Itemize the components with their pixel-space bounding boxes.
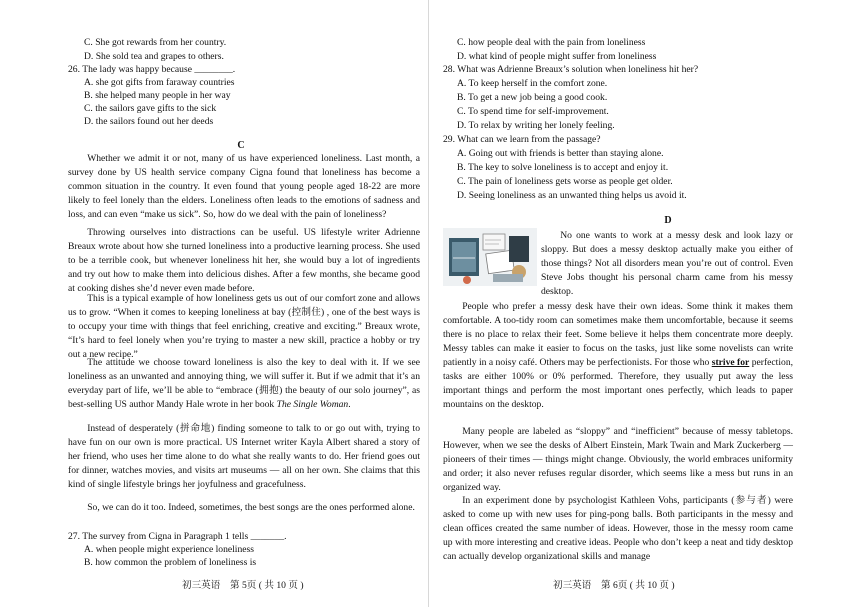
q27-stem: 27. The survey from Cigna in Paragraph 1 tells _______. xyxy=(68,531,287,542)
right-page xyxy=(443,0,793,607)
passage-d-para-2: People who prefer a messy desk have their own ideas. Some think it makes them comfortable. A too-tidy room can sometimes make them uncomfortable, because it seems there is no place to relax their feet. Some believe it helps them concentrate more deeply. Messy tables can make it easier to focus on the tasks, just like some novelists can write patiently in a noisy café. Others may be perfectionists. For those who strive for perfection, tasks are either 100% or 0% performed. Therefore, they usually put away the less important things and perform the most important ones perfectly, which leads to paper mountains on the desktop. xyxy=(443,301,794,410)
footer-page-6: 初三英语 第 6页 ( 共 10 页 ) xyxy=(553,580,675,591)
q26-stem: 26. The lady was happy because ________. xyxy=(68,64,236,75)
q28-option-d: D. To relax by writing her lonely feeling. xyxy=(457,120,615,131)
section-c-heading: C xyxy=(237,140,245,151)
footer-page-5: 初三英语 第 5页 ( 共 10 页 ) xyxy=(182,580,304,591)
passage-d-para-4: In an experiment done by psychologist Kathleen Vohs, participants (参与者) were asked to come up with new uses for ping-pong balls. Both participants in the messy and clean offices created the same number of ideas. However, those in the messy room came up with more interesting and creative ideas. People who don’t keep a neat and tidy desktop can actually develop organizational skills and manage xyxy=(443,495,793,562)
q28-option-b: B. To get a new job being a good cook. xyxy=(457,92,608,103)
page-divider xyxy=(428,0,429,607)
q26-option-a: A. she got gifts from faraway countries xyxy=(84,77,235,88)
passage-d-para-1: No one wants to work at a messy desk and look lazy or sloppy. But does a messy desktop actually make you either of those things? Not all disorders mean you’re out of control. Even Steve Jobs thought his personal charm came from his messy desktop. xyxy=(541,230,793,297)
q26-option-c: C. the sailors gave gifts to the sick xyxy=(84,103,217,114)
q27-option-b: B. how common the problem of loneliness is xyxy=(84,557,257,568)
passage-c-para-3: This is a typical example of how loneliness gets us out of our comfort zone and allows us to grow. “When it comes to keeping loneliness at bay (控制住) , one of the best ways is to occupy your time with things that feel enriching, creative and exciting.” Breaux wrote, “It’s hard to feel lonely when you’re trying to master a new skill, practice a hobby or try out a new recipe.” xyxy=(68,293,420,360)
q28-stem: 28. What was Adrienne Breaux’s solution when loneliness hit her? xyxy=(443,64,699,75)
q27-option-c: C. how people deal with the pain from loneliness xyxy=(457,37,646,48)
q28-option-c: C. To spend time for self-improvement. xyxy=(457,106,609,117)
q29-stem: 29. What can we learn from the passage? xyxy=(443,134,601,145)
q29-option-c: C. The pain of loneliness gets worse as people get older. xyxy=(457,176,673,187)
passage-c-para-4: The attitude we choose toward loneliness is also the key to deal with it. If we see loneliness as an unwanted and annoying thing, we will suffer it. But if we admit that it’s an everyday part of life, we’ll be able to “embrace (拥抱) the beauty of our solo journey”, as best-selling US author Mandy Hale wrote in her book The Single Woman. xyxy=(68,357,420,410)
q26-option-d: D. the sailors found out her deeds xyxy=(84,116,214,127)
section-d-heading: D xyxy=(664,215,672,226)
q29-option-d: D. Seeing loneliness as an unwanted thing helps us avoid it. xyxy=(457,190,687,201)
q29-option-b: B. The key to solve loneliness is to accept and enjoy it. xyxy=(457,162,669,173)
q26-option-b: B. she helped many people in her way xyxy=(84,90,231,101)
left-page xyxy=(62,0,420,607)
q25-option-d: D. She sold tea and grapes to others. xyxy=(84,51,224,62)
book-title: The Single Woman xyxy=(276,399,349,410)
passage-c-para-6: So, we can do it too. Indeed, sometimes, the best songs are the ones performed alone. xyxy=(87,502,415,513)
passage-d-para-3: Many people are labeled as “sloppy” and “inefficient” because of messy tabletops. However, when we see the desks of Albert Einstein, Mark Twain and Mark Zuckerberg — pioneers of their times — things might change. Obviously, the world embraces uniformity and order; it also never refuses regular disorder, which seems like a mess but runs in an organized way. xyxy=(443,426,793,493)
q29-option-a: A. Going out with friends is better than staying alone. xyxy=(457,148,664,159)
q27-option-a: A. when people might experience loneliness xyxy=(84,544,254,555)
passage-c-para-5: Instead of desperately (拼命地) finding someone to talk to or go out with, trying to have fun on our own is more practical. US Internet writer Kayla Albert shared a story of her friend, who uses her time alone to do what she really wants to do. Her friend goes out for dinner, watches movies, and visits art museums — all on her own. She claims that this kind of single lifestyle brings her joyfulness and gracefulness. xyxy=(68,423,420,490)
passage-c-para-1: Whether we admit it or not, many of us have experienced loneliness. Last month, a survey done by US health service company Cigna found that loneliness has become a common situation in the country. It even found that young people aged 18-22 are more likely to feel lonely than the elders. Loneliness often leads to the emotions of sadness and loss, and can even “make us sick”. So, how do we deal with the pain of loneliness? xyxy=(68,153,420,220)
q28-option-a: A. To keep herself in the comfort zone. xyxy=(457,78,608,89)
passage-c-para-2: Throwing ourselves into distractions can be useful. US lifestyle writer Adrienne Breaux wrote about how she turned loneliness into a productive learning process. She used to be a terrible cook, but whenever loneliness hit her, she would buy a lot of ingredients and try out how to make them into delicious dishes. After a few months, she became good at cooking dishes she’d never even made before. xyxy=(68,227,420,294)
strive-for-phrase: strive for xyxy=(711,357,750,368)
messy-desk-illustration xyxy=(443,228,537,286)
q25-option-c: C. She got rewards from her country. xyxy=(84,37,227,48)
q27-option-d: D. what kind of people might suffer from loneliness xyxy=(457,51,657,62)
